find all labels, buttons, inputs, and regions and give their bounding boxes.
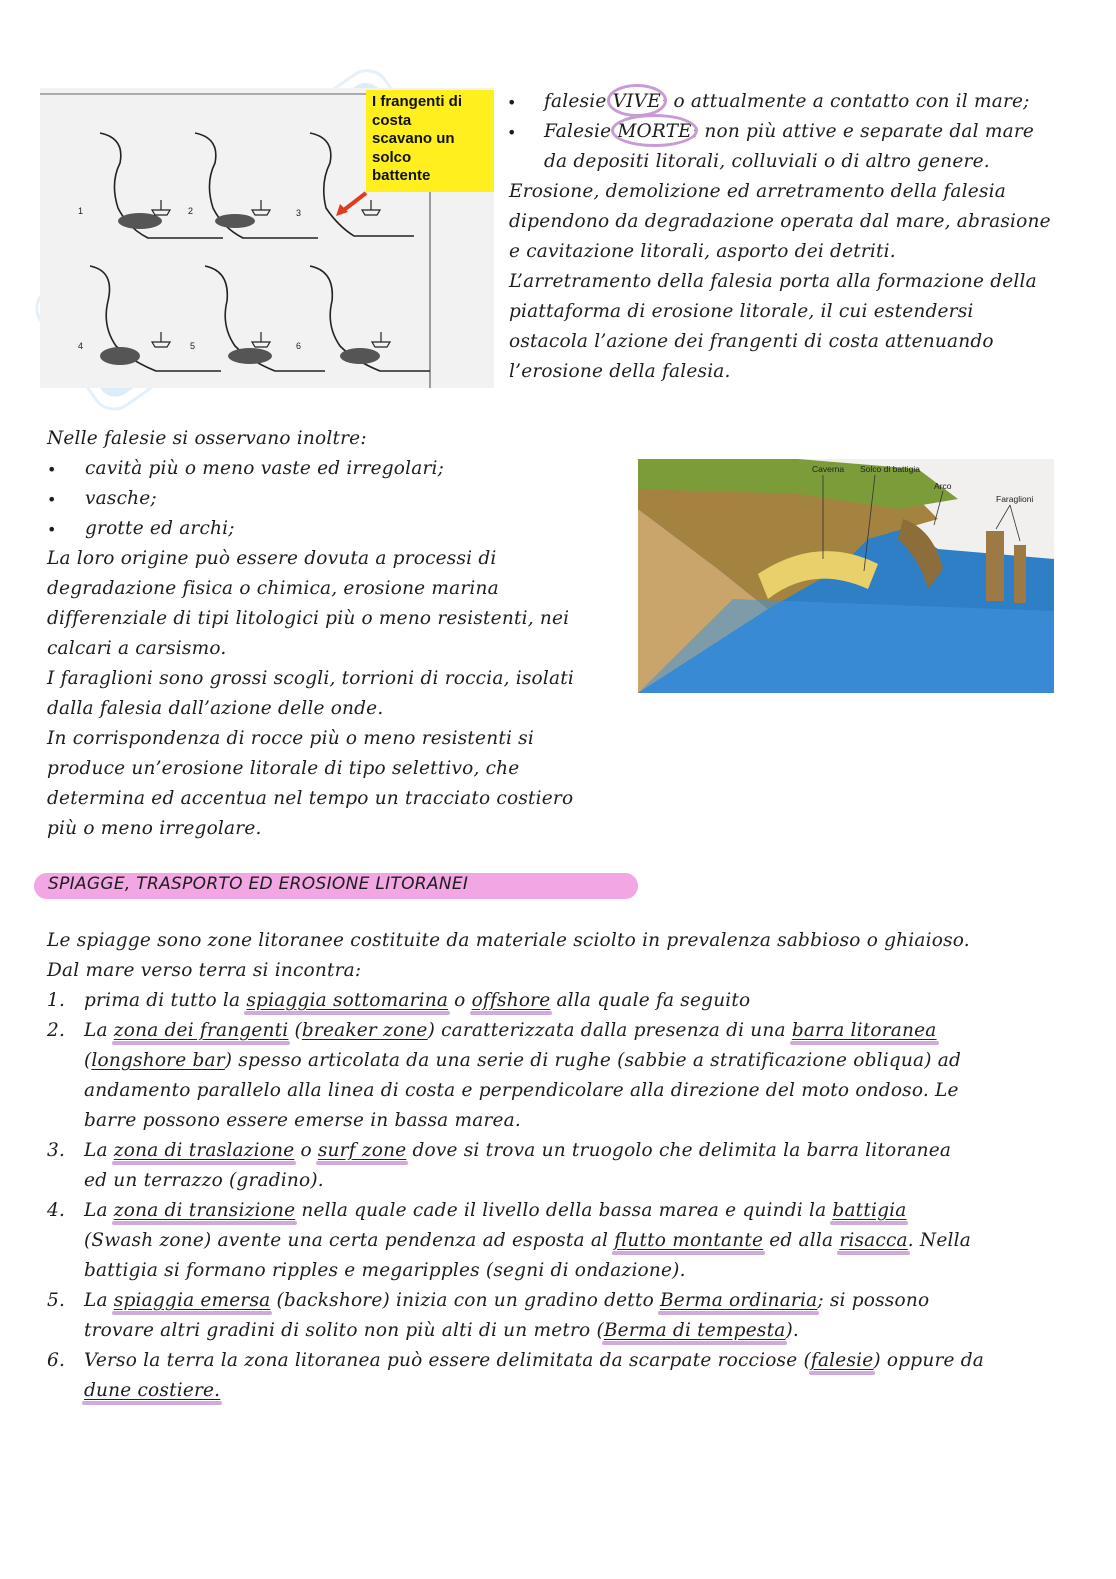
list-item-cont: andamento parallelo alla linea di costa e perpendicolare alla direzione del moto ondoso. Le [84,1080,959,1101]
paragraph-line: I faraglioni sono grossi scogli, torrioni di roccia, isolati [47,668,574,689]
paragraph-line: dipendono da degradazione operata dal mare, abrasione [509,211,1051,232]
list-item: prima di tutto la spiaggia sottomarina o offshore alla quale fa seguito [84,990,751,1011]
paragraph-line: produce un’erosione litorale di tipo selettivo, che [47,758,520,779]
middle-bullet: vasche; [85,488,157,509]
list-number: 1. [47,990,66,1011]
paragraph-line: ostacola l’azione dei frangenti di costa attenuando [509,331,994,352]
bullet-marker: • [507,123,517,142]
bullet-marker: • [507,93,517,112]
paragraph-line: e cavitazione litorali, asporto dei detriti. [509,241,896,262]
bullet-morte: Falesie MORTE: non più attive e separate dal mare [544,121,1035,142]
paragraph-line: calcari a carsismo. [47,638,227,659]
list-item: La spiaggia emersa (backshore) inizia con un gradino detto Berma ordinaria; si possono [84,1290,930,1311]
label-caverna: Caverna [812,464,845,474]
paragraph-line: L’arretramento della falesia porta alla formazione della [509,271,1037,292]
list-item-cont: (longshore bar) spesso articolata da una serie di rughe (sabbie a stratificazione obliqua) ad [84,1050,961,1071]
paragraph-line: Erosione, demolizione ed arretramento della falesia [509,181,1006,202]
list-number: 4. [47,1200,66,1221]
list-item-cont: trovare altri gradini di solito non più alti di un metro (Berma di tempesta). [84,1320,799,1341]
bullet-morte-cont: da depositi litorali, colluviali o di altro genere. [544,151,990,172]
bullet-marker: • [47,490,57,509]
list-item-cont: (Swash zone) avente una certa pendenza ad esposta al flutto montante ed alla risacca. Nella [84,1230,971,1251]
paragraph-line: differenziale di tipi litologici più o meno resistenti, nei [47,608,570,629]
label-solco: Solco di battigia [860,464,921,474]
paragraph-line: più o meno irregolare. [47,818,262,839]
list-number: 3. [47,1140,66,1161]
callout-box: I frangenti di costa scavano un solco battente [366,90,494,192]
paragraph-line: degradazione fisica o chimica, erosione marina [47,578,499,599]
stage-number: 1 [78,206,84,216]
paragraph-line: In corrispondenza di rocce più o meno resistenti si [47,728,534,749]
list-number: 2. [47,1020,66,1041]
section-title: SPIAGGE, TRASPORTO ED EROSIONE LITORANEI [48,874,469,894]
coastal-landforms-figure [638,459,1054,693]
stage-number: 6 [296,341,302,351]
stage-number: 5 [190,341,196,351]
list-item: Verso la terra la zona litoranea può essere delimitata da scarpate rocciose (falesie) oppure da [84,1350,985,1371]
beach-intro: Le spiagge sono zone litoranee costituite da materiale sciolto in prevalenza sabbioso o ghiaioso. [47,930,970,951]
list-item-cont: ed un terrazzo (gradino). [84,1170,324,1191]
stage-number: 2 [188,206,194,216]
middle-intro: Nelle falesie si osservano inoltre: [47,428,367,449]
list-item: La zona dei frangenti (breaker zone) caratterizzata dalla presenza di una barra litoranea [84,1020,937,1041]
paragraph-line: determina ed accentua nel tempo un tracciato costiero [47,788,574,809]
list-number: 6. [47,1350,66,1371]
list-item-cont: dune costiere. [84,1380,221,1401]
list-item-cont: barre possono essere emerse in bassa marea. [84,1110,521,1131]
list-item: La zona di traslazione o surf zone dove si trova un truogolo che delimita la barra litoranea [84,1140,952,1161]
paragraph-line: l’erosione della falesia. [509,361,731,382]
middle-bullet: cavità più o meno vaste ed irregolari; [85,458,445,479]
bullet-marker: • [47,460,57,479]
paragraph-line: dalla falesia dall’azione delle onde. [47,698,384,719]
stage-number: 4 [78,341,84,351]
label-arco: Arco [934,481,952,491]
cliff-evolution-figure [40,88,494,388]
middle-bullet: grotte ed archi; [85,518,235,539]
beach-intro: Dal mare verso terra si incontra: [47,960,362,981]
bullet-marker: • [47,520,57,539]
list-number: 5. [47,1290,66,1311]
paragraph-line: La loro origine può essere dovuta a processi di [47,548,497,569]
paragraph-line: piattaforma di erosione litorale, il cui estendersi [509,301,974,322]
list-item-cont: battigia si formano ripples e megaripples (segni di ondazione). [84,1260,686,1281]
list-item: La zona di transizione nella quale cade il livello della bassa marea e quindi la battigia [84,1200,907,1221]
stage-number: 3 [296,208,302,218]
bullet-vive: falesie VIVE: o attualmente a contatto con il mare; [544,91,1030,112]
label-faraglioni: Faraglioni [996,494,1034,504]
